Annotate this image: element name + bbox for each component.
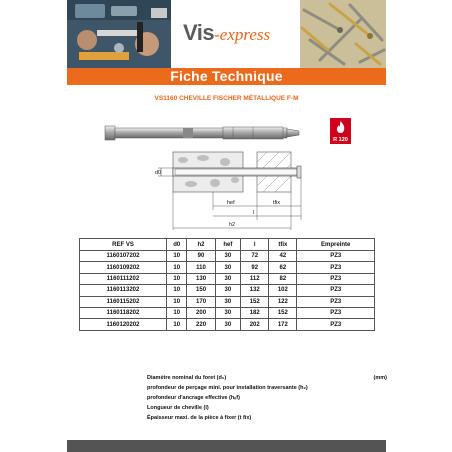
cell-h2: 220 [187, 319, 215, 330]
table-row [80, 262, 375, 273]
cell-ref: 1160115202 [80, 296, 167, 307]
cell-empreinte: PZ3 [297, 296, 375, 307]
vis-express-logo [183, 20, 303, 50]
cell-l: 152 [241, 296, 269, 307]
diagram-label-h2: h2 [229, 222, 236, 228]
cell-tfix: 122 [269, 296, 297, 307]
cell-ref: 1160113202 [80, 285, 167, 296]
cell-tfix: 42 [269, 251, 297, 262]
table-row [80, 319, 375, 330]
cell-d0: 10 [166, 319, 186, 330]
cell-empreinte: PZ3 [297, 273, 375, 284]
cell-ref: 1160107202 [80, 251, 167, 262]
cell-tfix: 152 [269, 307, 297, 318]
cell-h2: 200 [187, 307, 215, 318]
cell-empreinte: PZ3 [297, 285, 375, 296]
product-title: VS1160 CHEVILLE FISCHER MÉTALLIQUE F-M [154, 95, 299, 102]
legend-hef: profondeur d'ancrage effective (hₑf) [147, 395, 240, 401]
cell-tfix: 82 [269, 273, 297, 284]
header-banner [67, 0, 386, 68]
cell-tfix: 172 [269, 319, 297, 330]
footer-bar [67, 440, 386, 452]
tech-sheet-page [67, 0, 386, 452]
header-h2: h2 [187, 239, 215, 251]
cell-l: 72 [241, 251, 269, 262]
header-d0: d0 [166, 239, 186, 251]
legend-l: Longueur de cheville (l) [147, 405, 209, 411]
cell-ref: 1160111202 [80, 273, 167, 284]
spec-table [79, 238, 375, 331]
cell-d0: 10 [166, 273, 186, 284]
cell-h2: 170 [187, 296, 215, 307]
legend-item [147, 373, 387, 383]
cell-d0: 10 [166, 262, 186, 273]
table-row [80, 307, 375, 318]
cell-ref: 1160109202 [80, 262, 167, 273]
cell-l: 92 [241, 262, 269, 273]
cell-hef: 30 [215, 319, 241, 330]
cell-empreinte: PZ3 [297, 262, 375, 273]
legend-item [147, 403, 387, 413]
table-row [80, 251, 375, 262]
cell-hef: 30 [215, 296, 241, 307]
cell-ref: 1160120202 [80, 319, 167, 330]
fiche-technique-banner: Fiche Technique [67, 68, 386, 85]
cell-l: 132 [241, 285, 269, 296]
anchor-product-image [103, 118, 303, 148]
logo-main-text: Vis [183, 20, 215, 45]
diagram-label-tfix: tfix [273, 200, 281, 206]
table-row [80, 285, 375, 296]
cell-h2: 110 [187, 262, 215, 273]
cell-hef: 30 [215, 273, 241, 284]
fire-rating-badge [330, 118, 351, 144]
diagram-label-d0: d0 [155, 170, 162, 176]
cell-h2: 130 [187, 273, 215, 284]
cell-hef: 30 [215, 307, 241, 318]
table-row [80, 296, 375, 307]
cell-empreinte: PZ3 [297, 307, 375, 318]
table-header-row [80, 239, 375, 251]
diagram-label-hef: hef [227, 200, 235, 206]
cell-h2: 150 [187, 285, 215, 296]
cell-hef: 30 [215, 251, 241, 262]
header-empreinte: Empreinte [297, 239, 375, 251]
cell-l: 182 [241, 307, 269, 318]
dimension-legend [147, 373, 387, 423]
cell-hef: 30 [215, 262, 241, 273]
cell-tfix: 102 [269, 285, 297, 296]
legend-h2: profondeur de perçage mini. pour installation traversante (h₂) [147, 385, 308, 391]
legend-d0: Diamètre nominal du foret (d₀) [147, 375, 227, 381]
cell-h2: 90 [187, 251, 215, 262]
cell-l: 202 [241, 319, 269, 330]
logo-suffix-text: -express [214, 25, 271, 44]
cell-ref: 1160118202 [80, 307, 167, 318]
header-l: l [241, 239, 269, 251]
legend-item [147, 393, 387, 403]
cell-l: 112 [241, 273, 269, 284]
legend-unit: (mm) [373, 375, 387, 381]
tools-photo [67, 0, 171, 68]
cell-d0: 10 [166, 307, 186, 318]
cell-d0: 10 [166, 285, 186, 296]
fire-rating-label: R 120 [333, 137, 348, 143]
cell-hef: 30 [215, 285, 241, 296]
cell-tfix: 62 [269, 262, 297, 273]
cell-d0: 10 [166, 251, 186, 262]
screws-photo [300, 0, 386, 68]
header-hef: hef [215, 239, 241, 251]
installation-diagram [153, 150, 333, 236]
cell-empreinte: PZ3 [297, 319, 375, 330]
diagram-label-l: l [253, 210, 255, 216]
table-row [80, 273, 375, 284]
header-ref-vs: REF VS [80, 239, 167, 251]
legend-item [147, 383, 387, 393]
cell-empreinte: PZ3 [297, 251, 375, 262]
header-tfix: tfix [269, 239, 297, 251]
legend-item [147, 413, 387, 423]
legend-tfix: Épaisseur maxi. de la pièce à fixer (t fix) [147, 415, 252, 421]
cell-d0: 10 [166, 296, 186, 307]
